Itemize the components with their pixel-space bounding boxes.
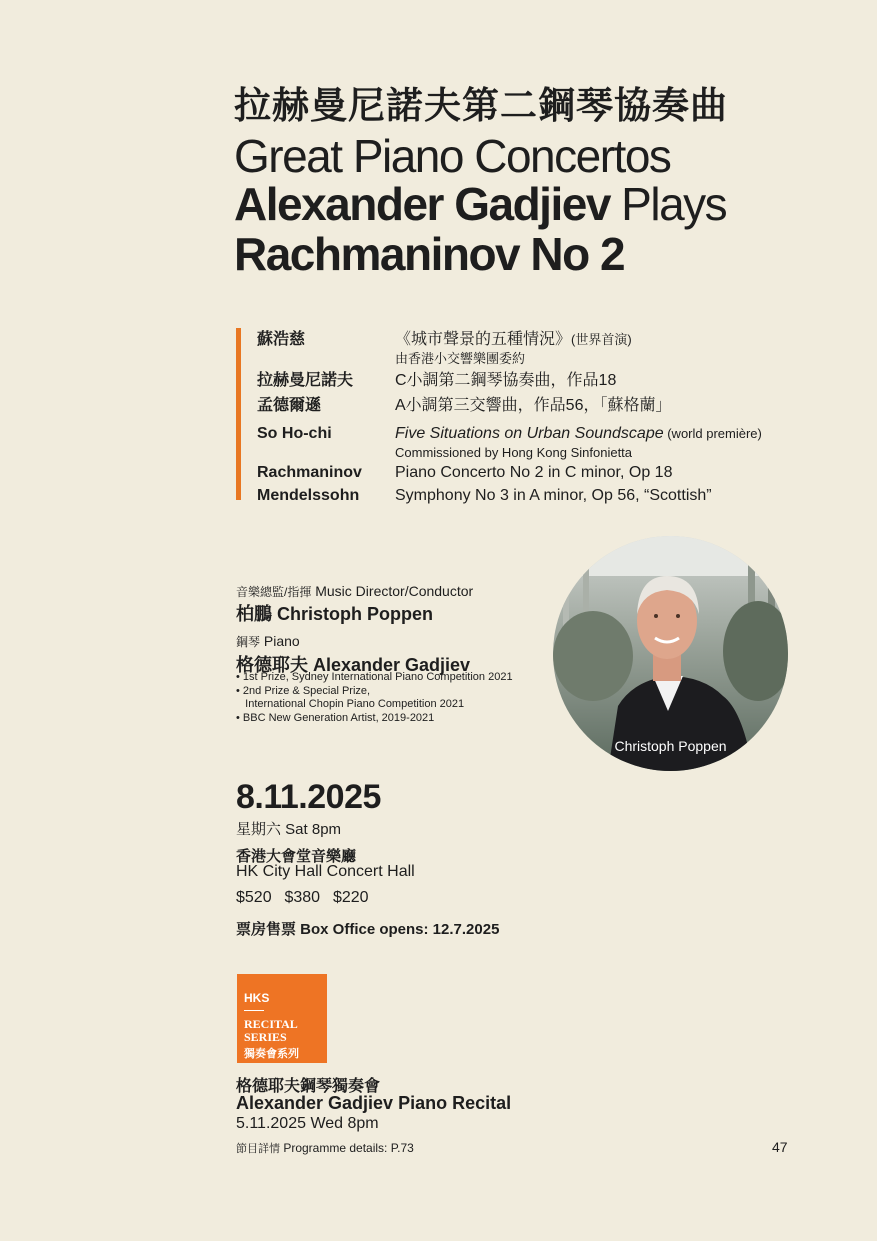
conductor-photo	[553, 536, 788, 771]
composer-en: So Ho-chi	[257, 425, 332, 442]
concert-title-line2: Rachmaninov No 2	[234, 228, 625, 280]
composer-en: Mendelssohn	[257, 487, 360, 504]
work-en: Five Situations on Urban Soundscape (world première) Commissioned by Hong Kong Sinfonietta	[395, 425, 762, 460]
conductor-role: 音樂總監/指揮 Music Director/Conductor	[236, 583, 474, 599]
composer-zh: 拉赫曼尼諾夫	[257, 372, 354, 389]
work-zh: C小調第二鋼琴協奏曲，作品18	[395, 372, 617, 389]
ticket-prices: $520 $380 $220	[236, 889, 369, 906]
logo-hks-text: HKS	[244, 991, 270, 1005]
title-chinese: 拉赫曼尼諾夫第二鋼琴協奏曲	[234, 85, 728, 126]
conductor-name: 柏鵬 Christoph Poppen	[236, 604, 433, 624]
portrait-illustration	[553, 536, 788, 771]
work-en: Symphony No 3 in A minor, Op 56, “Scottish”	[395, 487, 712, 504]
composer-zh: 蘇浩慈	[257, 331, 306, 348]
hks-recital-series-logo	[237, 974, 327, 1063]
plays-word: Plays	[609, 178, 727, 230]
award-item: • 2nd Prize & Special Prize,	[236, 684, 371, 697]
series-title: Great Piano Concertos	[234, 130, 671, 182]
recital-date: 5.11.2025 Wed 8pm	[236, 1115, 379, 1132]
concert-day-time: 星期六 Sat 8pm	[236, 821, 342, 838]
composer-en: Rachmaninov	[257, 464, 362, 481]
work-zh: A小調第三交響曲，作品56，「蘇格蘭」	[395, 397, 672, 414]
programme-accent-bar	[236, 328, 241, 500]
concert-title-line1	[234, 178, 726, 230]
award-item: • BBC New Generation Artist, 2019-2021	[236, 711, 435, 724]
piano-role: 鋼琴 Piano	[236, 633, 300, 649]
box-office-info: 票房售票 Box Office opens: 12.7.2025	[236, 921, 500, 938]
work-sub-zh: 由香港小交響樂團委約	[395, 351, 526, 366]
composer-zh: 孟德爾遜	[257, 397, 322, 414]
venue-english: HK City Hall Concert Hall	[236, 863, 415, 880]
pianist-name: 格德耶夫 Alexander Gadjiev	[236, 655, 471, 675]
work-zh: 《城市聲景的五種情況》(世界首演) 由香港小交響樂團委約	[395, 331, 632, 366]
venue-chinese: 香港大會堂音樂廳	[236, 848, 357, 865]
recital-title-english: Alexander Gadjiev Piano Recital	[236, 1093, 512, 1113]
page-number: 47	[772, 1139, 788, 1155]
recital-title-chinese: 格德耶夫鋼琴獨奏會	[236, 1078, 381, 1095]
soloist-name: Alexander Gadjiev	[234, 178, 610, 230]
concert-date: 8.11.2025	[236, 778, 381, 816]
logo-divider	[244, 1010, 264, 1011]
awards-list	[236, 671, 513, 725]
award-item: International Chopin Piano Competition 2021	[236, 698, 465, 710]
work-sub-en: Commissioned by Hong Kong Sinfonietta	[395, 445, 633, 460]
programme-details-reference: 節目詳情 Programme details: P.73	[236, 1141, 414, 1155]
work-en: Piano Concerto No 2 in C minor, Op 18	[395, 464, 673, 481]
logo-chinese-text: 獨奏會系列	[244, 1048, 299, 1060]
award-item: • 1st Prize, Sydney International Piano Competition 2021	[236, 671, 513, 683]
photo-caption: Christoph Poppen	[614, 738, 727, 754]
logo-recital-series-text: RECITAL SERIES	[244, 1017, 298, 1044]
